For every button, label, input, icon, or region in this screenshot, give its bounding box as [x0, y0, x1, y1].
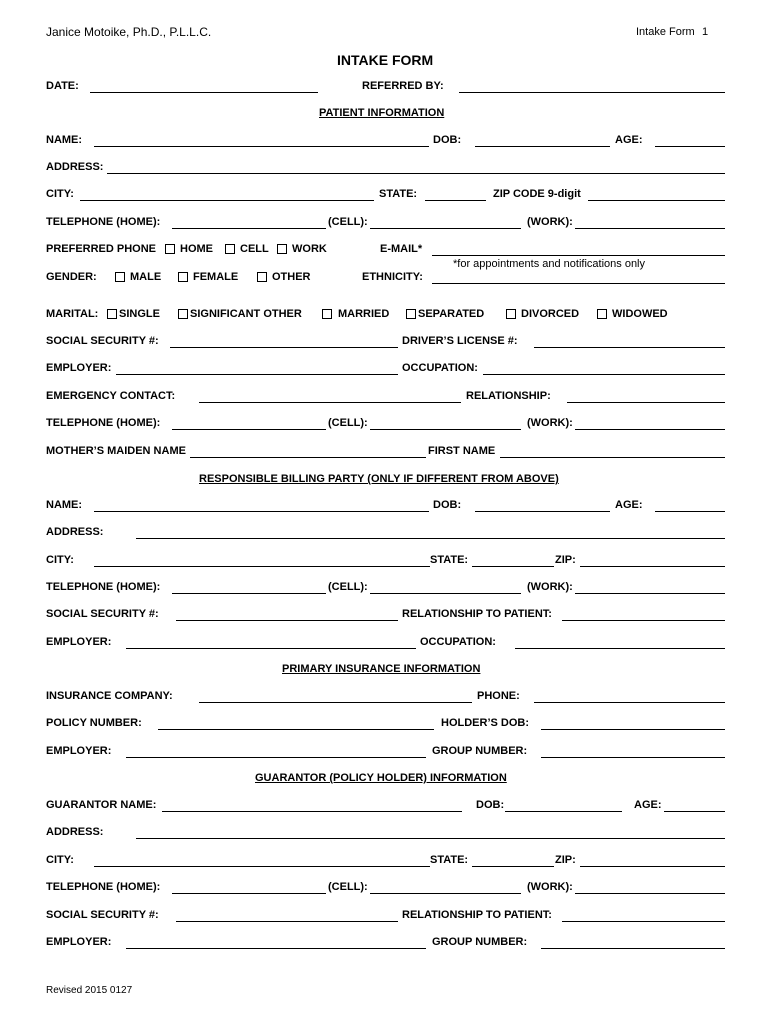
guarantor-cell-field[interactable]: [370, 893, 521, 894]
guarantor-tel-home-field[interactable]: [172, 893, 326, 894]
billing-city-field[interactable]: [94, 566, 430, 567]
gender-other-checkbox[interactable]: [257, 272, 267, 282]
guarantor-address-field[interactable]: [136, 838, 725, 839]
pref-cell-label: CELL: [240, 243, 269, 255]
date-label: DATE:: [46, 80, 79, 92]
guarantor-state-label: STATE:: [430, 854, 469, 866]
policy-number-field[interactable]: [158, 729, 434, 730]
billing-tel-home-field[interactable]: [172, 593, 326, 594]
gender-male-checkbox[interactable]: [115, 272, 125, 282]
billing-employer-label: EMPLOYER:: [46, 636, 112, 648]
marital-significant-other-label: SIGNIFICANT OTHER: [190, 308, 302, 320]
insurance-company-label: INSURANCE COMPANY:: [46, 690, 173, 702]
patient-ssn-label: SOCIAL SECURITY #:: [46, 335, 159, 347]
first-name-label: FIRST NAME: [428, 445, 496, 457]
first-name-field[interactable]: [500, 457, 725, 458]
marital-divorced-label: DIVORCED: [521, 308, 580, 320]
marital-separated-label: SEPARATED: [418, 308, 485, 320]
patient-occupation-field[interactable]: [483, 374, 725, 375]
guarantor-relationship-field[interactable]: [562, 921, 725, 922]
guarantor-dob-label: DOB:: [476, 799, 505, 811]
marital-single-checkbox[interactable]: [107, 309, 117, 319]
billing-tel-home-label: TELEPHONE (HOME):: [46, 581, 161, 593]
patient-cell-label: (CELL):: [328, 216, 368, 228]
patient-address-label: ADDRESS:: [46, 161, 104, 173]
patient-cell-field[interactable]: [370, 228, 521, 229]
gender-label: GENDER:: [46, 271, 97, 283]
referred-by-label: REFERRED BY:: [362, 80, 444, 92]
emergency-tel-home-label: TELEPHONE (HOME):: [46, 417, 161, 429]
patient-info-heading: PATIENT INFORMATION: [319, 107, 445, 119]
patient-age-label: AGE:: [615, 134, 643, 146]
billing-occupation-field[interactable]: [515, 648, 725, 649]
holder-dob-field[interactable]: [541, 729, 725, 730]
billing-relationship-label: RELATIONSHIP TO PATIENT:: [402, 608, 552, 620]
billing-zip-label: ZIP:: [555, 554, 576, 566]
patient-age-field[interactable]: [655, 146, 725, 147]
billing-name-field[interactable]: [94, 511, 429, 512]
guarantor-tel-home-label: TELEPHONE (HOME):: [46, 881, 161, 893]
insurance-phone-field[interactable]: [534, 702, 725, 703]
marital-married-checkbox[interactable]: [322, 309, 332, 319]
patient-tel-home-label: TELEPHONE (HOME):: [46, 216, 161, 228]
patient-name-field[interactable]: [94, 146, 429, 147]
insurance-phone-label: PHONE:: [477, 690, 520, 702]
pref-cell-checkbox[interactable]: [225, 244, 235, 254]
patient-tel-home-field[interactable]: [172, 228, 326, 229]
marital-separated-checkbox[interactable]: [406, 309, 416, 319]
guarantor-city-field[interactable]: [94, 866, 430, 867]
billing-state-label: STATE:: [430, 554, 469, 566]
maiden-name-label: MOTHER’S MAIDEN NAME: [46, 445, 186, 457]
patient-occupation-label: OCCUPATION:: [402, 362, 478, 374]
marital-widowed-label: WIDOWED: [612, 308, 668, 320]
billing-age-field[interactable]: [655, 511, 725, 512]
guarantor-age-field[interactable]: [664, 811, 725, 812]
patient-zip-label: ZIP CODE 9-digit: [493, 188, 581, 200]
date-field[interactable]: [90, 92, 318, 93]
practice-name: Janice Motoike, Ph.D., P.L.L.C.: [46, 25, 212, 39]
page-number: 1: [702, 26, 709, 38]
billing-city-label: CITY:: [46, 554, 74, 566]
drivers-license-field[interactable]: [534, 347, 725, 348]
pref-home-label: HOME: [180, 243, 213, 255]
guarantor-group-label: GROUP NUMBER:: [432, 936, 528, 948]
guarantor-address-label: ADDRESS:: [46, 826, 104, 838]
billing-work-label: (WORK):: [527, 581, 573, 593]
insurance-heading: PRIMARY INSURANCE INFORMATION: [282, 663, 481, 675]
revision-note: Revised 2015 0127: [46, 985, 133, 996]
insurance-group-field[interactable]: [541, 757, 725, 758]
billing-occupation-label: OCCUPATION:: [420, 636, 496, 648]
patient-city-field[interactable]: [80, 200, 374, 201]
insurance-company-field[interactable]: [199, 702, 472, 703]
patient-ssn-field[interactable]: [170, 347, 398, 348]
patient-zip-field[interactable]: [588, 200, 725, 201]
form-title: INTAKE FORM: [337, 52, 434, 68]
billing-work-field[interactable]: [575, 593, 725, 594]
emergency-relationship-label: RELATIONSHIP:: [466, 390, 551, 402]
patient-state-field[interactable]: [425, 200, 486, 201]
ethnicity-label: ETHNICITY:: [362, 271, 423, 283]
insurance-employer-field[interactable]: [126, 757, 426, 758]
gender-female-checkbox[interactable]: [178, 272, 188, 282]
guarantor-name-label: GUARANTOR NAME:: [46, 799, 157, 811]
billing-ssn-field[interactable]: [176, 620, 398, 621]
guarantor-heading: GUARANTOR (POLICY HOLDER) INFORMATION: [255, 772, 507, 784]
form-name: Intake Form: [636, 26, 695, 38]
guarantor-ssn-field[interactable]: [176, 921, 398, 922]
billing-dob-label: DOB:: [433, 499, 462, 511]
guarantor-age-label: AGE:: [634, 799, 662, 811]
marital-divorced-checkbox[interactable]: [506, 309, 516, 319]
billing-relationship-field[interactable]: [562, 620, 725, 621]
drivers-license-label: DRIVER’S LICENSE #:: [402, 335, 518, 347]
guarantor-relationship-label: RELATIONSHIP TO PATIENT:: [402, 909, 552, 921]
guarantor-name-field[interactable]: [162, 811, 462, 812]
guarantor-work-label: (WORK):: [527, 881, 573, 893]
patient-work-field[interactable]: [575, 228, 725, 229]
guarantor-dob-field[interactable]: [505, 811, 622, 812]
billing-heading: RESPONSIBLE BILLING PARTY (ONLY IF DIFFERENT FROM ABOVE): [199, 473, 559, 485]
guarantor-ssn-label: SOCIAL SECURITY #:: [46, 909, 159, 921]
billing-cell-label: (CELL):: [328, 581, 368, 593]
email-note: *for appointments and notifications only: [453, 258, 646, 270]
billing-state-field[interactable]: [472, 566, 554, 567]
maiden-name-field[interactable]: [190, 457, 426, 458]
billing-ssn-label: SOCIAL SECURITY #:: [46, 608, 159, 620]
emergency-tel-home-field[interactable]: [172, 429, 326, 430]
billing-name-label: NAME:: [46, 499, 83, 511]
insurance-group-label: GROUP NUMBER:: [432, 745, 528, 757]
insurance-employer-label: EMPLOYER:: [46, 745, 112, 757]
patient-address-field[interactable]: [107, 173, 725, 174]
guarantor-work-field[interactable]: [575, 893, 725, 894]
referred-by-field[interactable]: [459, 92, 725, 93]
ethnicity-field[interactable]: [432, 283, 725, 284]
patient-employer-field[interactable]: [116, 374, 398, 375]
emergency-contact-field[interactable]: [199, 402, 461, 403]
marital-widowed-checkbox[interactable]: [597, 309, 607, 319]
billing-zip-field[interactable]: [580, 566, 725, 567]
gender-other-label: OTHER: [272, 271, 311, 283]
emergency-cell-field[interactable]: [370, 429, 521, 430]
patient-dob-field[interactable]: [475, 146, 610, 147]
patient-work-label: (WORK):: [527, 216, 573, 228]
guarantor-employer-label: EMPLOYER:: [46, 936, 112, 948]
patient-employer-label: EMPLOYER:: [46, 362, 112, 374]
patient-dob-label: DOB:: [433, 134, 462, 146]
marital-significant-other-checkbox[interactable]: [178, 309, 188, 319]
gender-female-label: FEMALE: [193, 271, 239, 283]
billing-address-field[interactable]: [136, 538, 725, 539]
guarantor-group-field[interactable]: [541, 948, 725, 949]
billing-address-label: ADDRESS:: [46, 526, 104, 538]
emergency-relationship-field[interactable]: [567, 402, 725, 403]
email-field[interactable]: [432, 255, 725, 256]
pref-work-label: WORK: [292, 243, 327, 255]
marital-married-label: MARRIED: [338, 308, 390, 320]
billing-cell-field[interactable]: [370, 593, 521, 594]
emergency-work-label: (WORK):: [527, 417, 573, 429]
policy-number-label: POLICY NUMBER:: [46, 717, 142, 729]
patient-city-label: CITY:: [46, 188, 74, 200]
billing-employer-field[interactable]: [126, 648, 416, 649]
guarantor-zip-label: ZIP:: [555, 854, 576, 866]
guarantor-cell-label: (CELL):: [328, 881, 368, 893]
guarantor-city-label: CITY:: [46, 854, 74, 866]
marital-single-label: SINGLE: [119, 308, 160, 320]
emergency-cell-label: (CELL):: [328, 417, 368, 429]
email-label: E-MAIL*: [380, 243, 423, 255]
patient-state-label: STATE:: [379, 188, 418, 200]
guarantor-zip-field[interactable]: [580, 866, 725, 867]
pref-work-checkbox[interactable]: [277, 244, 287, 254]
billing-dob-field[interactable]: [475, 511, 610, 512]
marital-label: MARITAL:: [46, 308, 99, 320]
preferred-phone-label: PREFERRED PHONE: [46, 243, 157, 255]
gender-male-label: MALE: [130, 271, 162, 283]
guarantor-employer-field[interactable]: [126, 948, 426, 949]
guarantor-state-field[interactable]: [472, 866, 554, 867]
pref-home-checkbox[interactable]: [165, 244, 175, 254]
patient-name-label: NAME:: [46, 134, 83, 146]
billing-age-label: AGE:: [615, 499, 643, 511]
emergency-work-field[interactable]: [575, 429, 725, 430]
holder-dob-label: HOLDER’S DOB:: [441, 717, 529, 729]
emergency-contact-label: EMERGENCY CONTACT:: [46, 390, 176, 402]
